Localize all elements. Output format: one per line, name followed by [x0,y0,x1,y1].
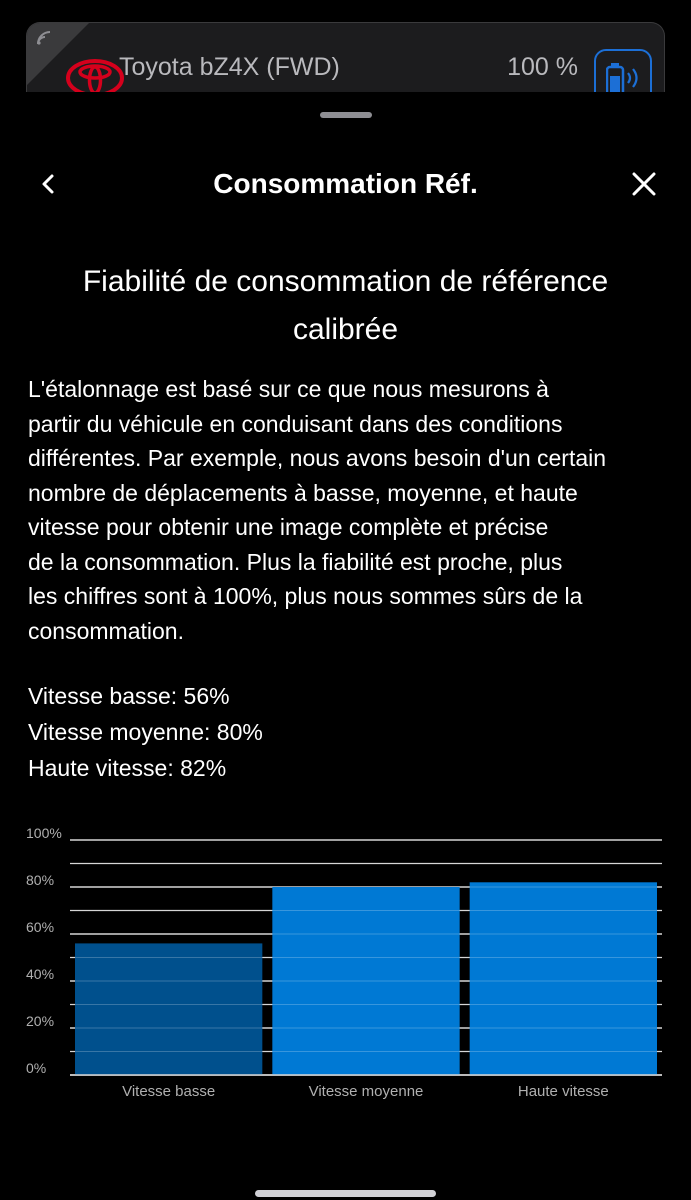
chart-y-tick-label: 100% [26,828,62,841]
chart-y-tick-label: 60% [26,919,55,935]
chart-y-tick-label: 40% [26,966,55,982]
wifi-icon [35,29,53,47]
close-icon[interactable] [630,170,658,198]
vehicle-card[interactable] [26,22,665,95]
chart-y-tick-label: 20% [26,1013,55,1029]
chart-bar [470,882,657,1075]
description-line: les chiffres sont à 100%, plus nous sommes sûrs de la [28,583,583,609]
stat-high-speed: Haute vitesse: 82% [28,755,227,781]
home-indicator[interactable] [255,1190,436,1197]
chart-y-tick-label: 80% [26,872,55,888]
stat-low-speed: Vitesse basse: 56% [28,683,230,709]
battery-percentage: 100 % [507,53,578,81]
chart-x-tick-label: Haute vitesse [517,1083,609,1100]
charging-button[interactable] [594,49,652,95]
bottom-sheet [0,92,691,1200]
chart-y-tick-label: 0% [26,1060,47,1076]
reliability-stats [28,678,263,786]
battery-charging-icon [606,63,642,95]
page-title: Fiabilité de consommation de référence calibrée [82,265,609,346]
description-line: L'étalonnage est basé sur ce que nous mesurons à [28,376,549,402]
stat-medium-speed: Vitesse moyenne: 80% [28,719,263,745]
header-title: Consommation Réf. [213,168,478,199]
description-line: partir du véhicule en conduisant dans des conditions [28,410,563,437]
reliability-bar-chart [0,828,691,1118]
sheet-grabber[interactable] [320,112,372,118]
chart-x-tick-label: Vitesse basse [122,1083,216,1100]
description-line: consommation. [28,617,184,644]
description-line: nombre de déplacements à basse, moyenne, et haute [28,479,578,506]
chart-x-tick-label: Vitesse moyenne [308,1083,424,1100]
toyota-logo [65,58,125,95]
description-line: de la consommation. Plus la fiabilité est proche, plus [28,548,563,575]
description-line: vitesse pour obtenir une image complète et précise [28,514,549,540]
description [28,372,668,648]
vehicle-name: Toyota bZ4X (FWD) [119,53,340,81]
description-line: différentes. Par exemple, nous avons besoin d'un certain [28,445,607,471]
chart-bar [75,943,262,1075]
